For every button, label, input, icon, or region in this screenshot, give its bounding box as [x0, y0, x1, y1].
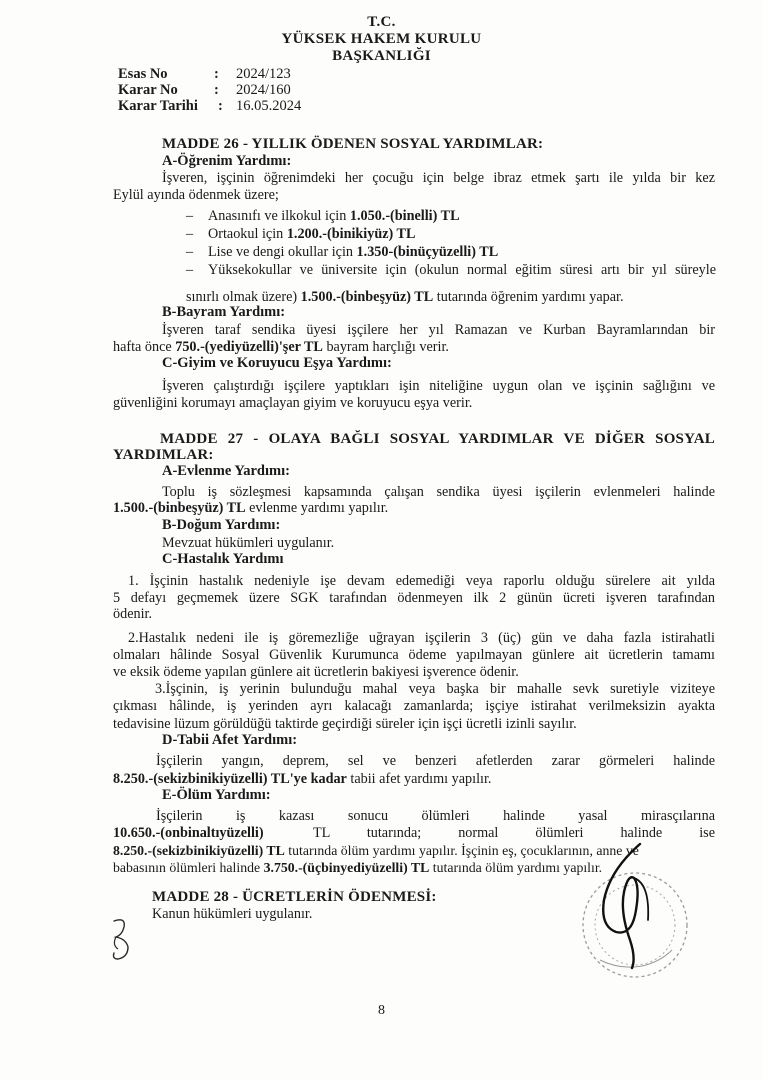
madde-26-a-intro-2: Eylül ayında ödenmek üzere; [113, 187, 279, 203]
madde-27-c3-line1: 3.İşçinin, iş yerinin bulunduğu mahal veya başka bir mahalle sevk suretiyle viziteye [155, 681, 715, 697]
madde-26-c-line1: İşveren çalıştırdığı işçilere yaptıkları işin niteliğine uygun olan ve işçinin sağlığını ve [162, 378, 715, 394]
list-item: – Lise ve dengi okullar için 1.350-(binüçyüzelli) TL [186, 244, 499, 260]
madde-26-a-intro-1: İşveren, işçinin öğrenimdeki her çocuğu için belge ibraz etmek şartı ile yılda bir kez [162, 170, 715, 186]
madde-27-a-line2: 1.500.-(binbeşyüz) TL evlenme yardımı yapılır. [113, 500, 389, 516]
madde-27-c-title: C-Hastalık Yardımı [162, 551, 284, 567]
madde-27-c3-line3: tedavisine lüzum görüldüğü taktirde geçirdiği süreler için işçi ücretli izinli sayılır. [113, 716, 577, 732]
karar-label: Karar No [118, 82, 178, 98]
madde-27-a-title: A-Evlenme Yardımı: [162, 463, 290, 479]
madde-28-line1: Kanun hükümleri uygulanır. [152, 906, 313, 922]
madde-27-c1-line1: 1. İşçinin hastalık nedeniyle işe devam edemediği veya raporlu olduğu sürelere ait yılda [128, 573, 715, 589]
list-item: – Yüksekokullar ve üniversite için (okulun normal eğitim süresi artı bir yıl süreyle [186, 262, 716, 278]
esas-sep: : [214, 66, 219, 82]
list-item: – Ortaokul için 1.200.-(binikiyüz) TL [186, 226, 416, 242]
madde-26-b-title: B-Bayram Yardımı: [162, 304, 286, 320]
tarih-sep: : [218, 98, 223, 114]
madde-28-title: MADDE 28 - ÜCRETLERİN ÖDENMESİ: [152, 889, 437, 905]
madde-27-e-line1: İşçilerin iş kazası sonucu ölümleri halinde yasal mirasçılarına [156, 808, 715, 824]
madde-27-d-line1: İşçilerin yangın, deprem, sel ve benzeri afetlerden zarar görmeleri halinde [156, 753, 715, 769]
madde-27-e-line3: 8.250.-(sekizbinikiyüzelli) TL tutarında ölüm yardımı yapılır. İşçinin eş, çocuklarının, anne ve [113, 843, 639, 858]
madde-27-a-line1: Toplu iş sözleşmesi kapsamında çalışan sendika üyesi işçilerin evlenmeleri halinde [162, 484, 715, 500]
madde-27-c2-line1: 2.Hastalık nedeni ile iş göremezliğe uğrayan işçilerin 3 (üç) gün ve daha fazla istirahatli [128, 630, 715, 646]
madde-27-c3-line2: çıkması hâlinde, iş yerinden ayrı kalacağı zamanlarda; işçiye istirahat verilmeksizin ayakta [113, 698, 715, 714]
tarih-label: Karar Tarihi [118, 98, 198, 114]
esas-label: Esas No [118, 66, 168, 82]
madde-27-c1-line3: ödenir. [113, 606, 153, 622]
madde-27-e-line4: babasının ölümleri halinde 3.750.-(üçbinyediyüzelli) TL tutarında ölüm yardımı yapılır. [113, 860, 603, 875]
madde-27-d-line2: 8.250.-(sekizbinikiyüzelli) TL'ye kadar tabii afet yardımı yapılır. [113, 771, 492, 787]
header-institution: YÜKSEK HAKEM KURULU [281, 31, 482, 47]
madde-26-c-line2: güvenliğini korumayı amaçlayan giyim ve koruyucu eşya verir. [113, 395, 473, 411]
madde-27-e-line2: 10.650.-(onbinaltıyüzelli) TL tutarında; normal ölümleri halinde ise [113, 825, 715, 841]
esas-value: 2024/123 [236, 66, 291, 82]
madde-27-e-title: E-Ölüm Yardımı: [162, 787, 271, 803]
madde-27-d-title: D-Tabii Afet Yardımı: [162, 732, 298, 748]
karar-sep: : [214, 82, 219, 98]
initials-mark [108, 915, 142, 963]
madde-26-item4-line2: sınırlı olmak üzere) 1.500.-(binbeşyüz) TL tutarında öğrenim yardımı yapar. [186, 289, 624, 305]
madde-26-a-title: A-Öğrenim Yardımı: [162, 153, 292, 169]
madde-27-title-1: MADDE 27 - OLAYA BAĞLI SOSYAL YARDIMLAR VE DİĞER SOSYAL [160, 431, 715, 447]
tarih-value: 16.05.2024 [236, 98, 302, 114]
madde-26-c-title: C-Giyim ve Koruyucu Eşya Yardımı: [162, 355, 392, 371]
madde-27-b-line1: Mevzuat hükümleri uygulanır. [162, 535, 335, 551]
madde-27-c1-line2: 5 defayı geçmemek üzere SGK tarafından ödenmeyen ilk 2 günün ücreti işveren tarafından [113, 590, 715, 606]
case-meta [118, 66, 302, 114]
madde-26-b-line1: İşveren taraf sendika üyesi işçilere her yıl Ramazan ve Kurban Bayramlarından bir [162, 322, 715, 338]
madde-27-c2-line3: ve eksik ödeme yapılan günlere ait ücretlerin bakiyesi işverence ödenir. [113, 664, 519, 680]
header-presidency: BAŞKANLIĞI [332, 48, 431, 64]
signature [590, 840, 670, 970]
page-number: 8 [378, 1003, 385, 1018]
list-item: – Anasınıfı ve ilkokul için 1.050.-(binelli) TL [186, 208, 460, 224]
header-tc: T.C. [367, 14, 396, 30]
madde-26-item-list [186, 208, 716, 278]
madde-27-c2-line2: olmaları hâlinde Sosyal Güvenlik Kurumunca ödeme yapılmayan günlere ait ücretlerin tamamı [113, 647, 715, 663]
madde-26-title: MADDE 26 - YILLIK ÖDENEN SOSYAL YARDIMLAR: [162, 136, 544, 152]
madde-27-title-2: YARDIMLAR: [113, 447, 214, 463]
madde-26-b-line2: hafta önce 750.-(yediyüzelli)'şer TL bayram harçlığı verir. [113, 339, 449, 355]
madde-27-b-title: B-Doğum Yardımı: [162, 517, 281, 533]
karar-value: 2024/160 [236, 82, 291, 98]
